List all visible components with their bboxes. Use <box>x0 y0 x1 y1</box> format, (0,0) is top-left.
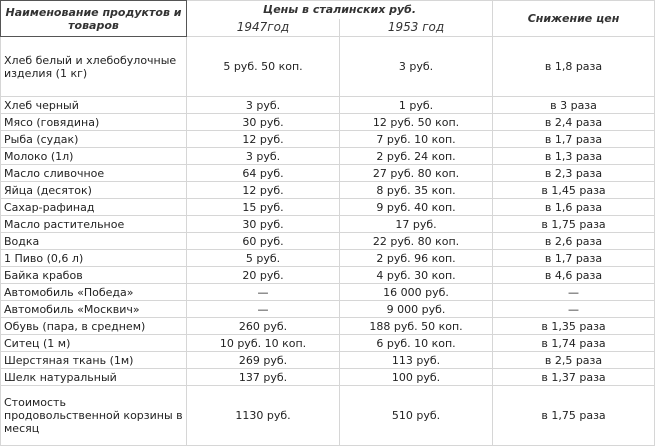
cell-name: Шелк натуральный <box>1 369 187 386</box>
cell-name: Масло растительное <box>1 216 187 233</box>
table-row <box>1 37 655 97</box>
cell-price-1947: 1130 руб. <box>187 386 340 446</box>
cell-price-1953: 2 руб. 96 коп. <box>340 250 493 267</box>
table-row <box>1 284 655 301</box>
cell-price-1953: 6 руб. 10 коп. <box>340 335 493 352</box>
table-row <box>1 386 655 446</box>
cell-reduction: — <box>493 301 655 318</box>
cell-price-1947: 30 руб. <box>187 216 340 233</box>
table-row <box>1 114 655 131</box>
cell-name: Молоко (1л) <box>1 148 187 165</box>
cell-price-1953: 9 000 руб. <box>340 301 493 318</box>
table-row <box>1 97 655 114</box>
cell-reduction: в 1,75 раза <box>493 386 655 446</box>
cell-price-1947: 269 руб. <box>187 352 340 369</box>
cell-price-1947: 64 руб. <box>187 165 340 182</box>
table-row <box>1 199 655 216</box>
cell-price-1953: 4 руб. 30 коп. <box>340 267 493 284</box>
cell-reduction: в 1,6 раза <box>493 199 655 216</box>
cell-price-1947: — <box>187 284 340 301</box>
cell-price-1953: 188 руб. 50 коп. <box>340 318 493 335</box>
cell-price-1947: 3 руб. <box>187 148 340 165</box>
cell-price-1947: — <box>187 301 340 318</box>
cell-reduction: в 3 раза <box>493 97 655 114</box>
cell-reduction: в 1,74 раза <box>493 335 655 352</box>
cell-reduction: в 1,7 раза <box>493 250 655 267</box>
cell-name: Шерстяная ткань (1м) <box>1 352 187 369</box>
cell-price-1947: 3 руб. <box>187 97 340 114</box>
cell-price-1947: 20 руб. <box>187 267 340 284</box>
cell-price-1953: 100 руб. <box>340 369 493 386</box>
cell-name: Обувь (пара, в среднем) <box>1 318 187 335</box>
cell-reduction: в 2,4 раза <box>493 114 655 131</box>
cell-price-1953: 510 руб. <box>340 386 493 446</box>
cell-price-1947: 260 руб. <box>187 318 340 335</box>
cell-price-1947: 15 руб. <box>187 199 340 216</box>
cell-reduction: в 1,8 раза <box>493 37 655 97</box>
cell-name: 1 Пиво (0,6 л) <box>1 250 187 267</box>
table-row <box>1 233 655 250</box>
header-reduction: Снижение цен <box>493 1 655 37</box>
cell-price-1953: 27 руб. 80 коп. <box>340 165 493 182</box>
cell-price-1947: 10 руб. 10 коп. <box>187 335 340 352</box>
table-row <box>1 250 655 267</box>
cell-price-1953: 22 руб. 80 коп. <box>340 233 493 250</box>
cell-name: Хлеб белый и хлебобулочные изделия (1 кг) <box>1 37 187 97</box>
header-name: Наименование продуктов и товаров <box>1 1 187 37</box>
cell-price-1947: 5 руб. <box>187 250 340 267</box>
cell-price-1953: 7 руб. 10 коп. <box>340 131 493 148</box>
cell-reduction: — <box>493 284 655 301</box>
cell-price-1947: 60 руб. <box>187 233 340 250</box>
cell-name: Мясо (говядина) <box>1 114 187 131</box>
table-row <box>1 301 655 318</box>
cell-name: Рыба (судак) <box>1 131 187 148</box>
cell-name: Сахар-рафинад <box>1 199 187 216</box>
cell-reduction: в 1,75 раза <box>493 216 655 233</box>
table-row <box>1 131 655 148</box>
cell-reduction: в 1,7 раза <box>493 131 655 148</box>
cell-reduction: в 1,3 раза <box>493 148 655 165</box>
cell-price-1953: 8 руб. 35 коп. <box>340 182 493 199</box>
cell-price-1953: 113 руб. <box>340 352 493 369</box>
cell-name: Хлеб черный <box>1 97 187 114</box>
cell-name: Стоимость продовольственной корзины в месяц <box>1 386 187 446</box>
cell-price-1947: 137 руб. <box>187 369 340 386</box>
table-body <box>1 37 655 446</box>
cell-reduction: в 1,35 раза <box>493 318 655 335</box>
cell-reduction: в 1,45 раза <box>493 182 655 199</box>
header-year-1953: 1953 год <box>340 19 493 37</box>
cell-price-1953: 3 руб. <box>340 37 493 97</box>
cell-name: Масло сливочное <box>1 165 187 182</box>
cell-price-1947: 30 руб. <box>187 114 340 131</box>
cell-price-1947: 12 руб. <box>187 182 340 199</box>
cell-reduction: в 2,5 раза <box>493 352 655 369</box>
cell-price-1953: 16 000 руб. <box>340 284 493 301</box>
table-row <box>1 216 655 233</box>
cell-reduction: в 2,3 раза <box>493 165 655 182</box>
table-row <box>1 352 655 369</box>
cell-reduction: в 1,37 раза <box>493 369 655 386</box>
table-row <box>1 148 655 165</box>
header-year-1947: 1947год <box>187 19 340 37</box>
table-row <box>1 335 655 352</box>
header-prices: Цены в сталинских руб. <box>187 1 493 19</box>
cell-price-1953: 9 руб. 40 коп. <box>340 199 493 216</box>
table-row <box>1 318 655 335</box>
table-row <box>1 165 655 182</box>
cell-name: Байка крабов <box>1 267 187 284</box>
cell-name: Автомобиль «Москвич» <box>1 301 187 318</box>
cell-name: Яйца (десяток) <box>1 182 187 199</box>
cell-price-1953: 1 руб. <box>340 97 493 114</box>
table-row <box>1 369 655 386</box>
cell-price-1953: 17 руб. <box>340 216 493 233</box>
table-row <box>1 182 655 199</box>
table-row <box>1 267 655 284</box>
cell-price-1947: 12 руб. <box>187 131 340 148</box>
cell-reduction: в 2,6 раза <box>493 233 655 250</box>
cell-reduction: в 4,6 раза <box>493 267 655 284</box>
cell-price-1953: 2 руб. 24 коп. <box>340 148 493 165</box>
cell-price-1953: 12 руб. 50 коп. <box>340 114 493 131</box>
cell-name: Автомобиль «Победа» <box>1 284 187 301</box>
cell-name: Ситец (1 м) <box>1 335 187 352</box>
cell-name: Водка <box>1 233 187 250</box>
cell-price-1947: 5 руб. 50 коп. <box>187 37 340 97</box>
